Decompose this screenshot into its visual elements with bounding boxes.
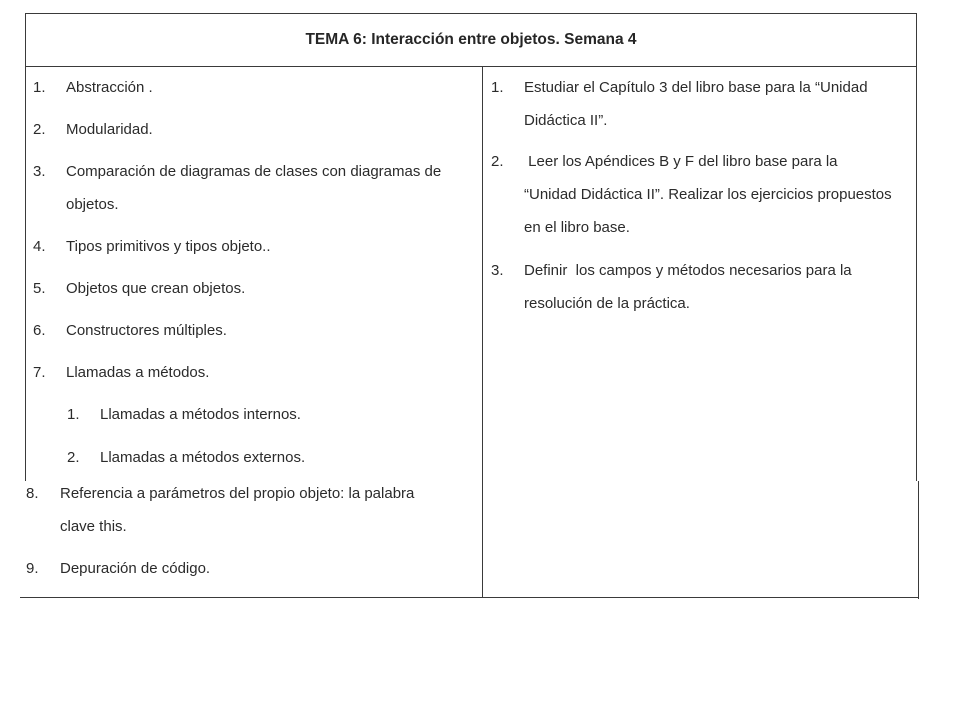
item-text: Estudiar el Capítulo 3 del libro base para la “Unidad — [524, 79, 868, 96]
page-title: TEMA 6: Interacción entre objetos. Semana 4 — [305, 31, 637, 48]
column-divider — [482, 66, 483, 598]
item-text-continued: Didáctica II”. — [524, 112, 608, 129]
item-text-continued: objetos. — [66, 196, 119, 213]
item-text: Constructores múltiples. — [66, 322, 227, 339]
item-number: 1. — [67, 406, 80, 423]
item-number: 8. — [26, 485, 39, 502]
item-number: 4. — [33, 238, 46, 255]
item-text: Llamadas a métodos. — [66, 364, 210, 381]
item-number: 1. — [491, 79, 504, 96]
item-number: 2. — [491, 153, 504, 170]
item-text: Abstracción . — [66, 79, 153, 96]
item-text: Modularidad. — [66, 121, 153, 138]
item-text: Tipos primitivos y tipos objeto.. — [66, 238, 271, 255]
item-text: Depuración de código. — [60, 560, 211, 577]
item-number: 2. — [67, 449, 80, 466]
item-text: Llamadas a métodos externos. — [100, 449, 306, 466]
item-text-continued: resolución de la práctica. — [524, 295, 690, 312]
item-text: Leer los Apéndices B y F del libro base para la — [524, 153, 838, 170]
table-border-left-upper — [25, 13, 26, 481]
item-text-continued: en el libro base. — [524, 219, 630, 236]
item-text: Referencia a parámetros del propio objeto: la palabra — [60, 485, 415, 502]
item-number: 3. — [491, 262, 504, 279]
item-text: Llamadas a métodos internos. — [100, 406, 301, 423]
title-separator — [25, 66, 917, 67]
item-number: 5. — [33, 280, 46, 297]
item-text: Definir los campos y métodos necesarios para la — [524, 262, 852, 279]
item-number: 9. — [26, 560, 39, 577]
table-border-right-upper — [916, 13, 917, 481]
item-text: Comparación de diagramas de clases con diagramas de — [66, 163, 442, 180]
item-number: 7. — [33, 364, 46, 381]
item-text: Objetos que crean objetos. — [66, 280, 246, 297]
item-number: 2. — [33, 121, 46, 138]
item-number: 1. — [33, 79, 46, 96]
table-border-bottom — [20, 597, 919, 598]
item-number: 3. — [33, 163, 46, 180]
table-border-right-lower — [918, 481, 919, 599]
item-text-continued: “Unidad Didáctica II”. Realizar los ejercicios propuestos — [524, 186, 892, 203]
item-number: 6. — [33, 322, 46, 339]
item-text-continued: clave this. — [60, 518, 127, 535]
